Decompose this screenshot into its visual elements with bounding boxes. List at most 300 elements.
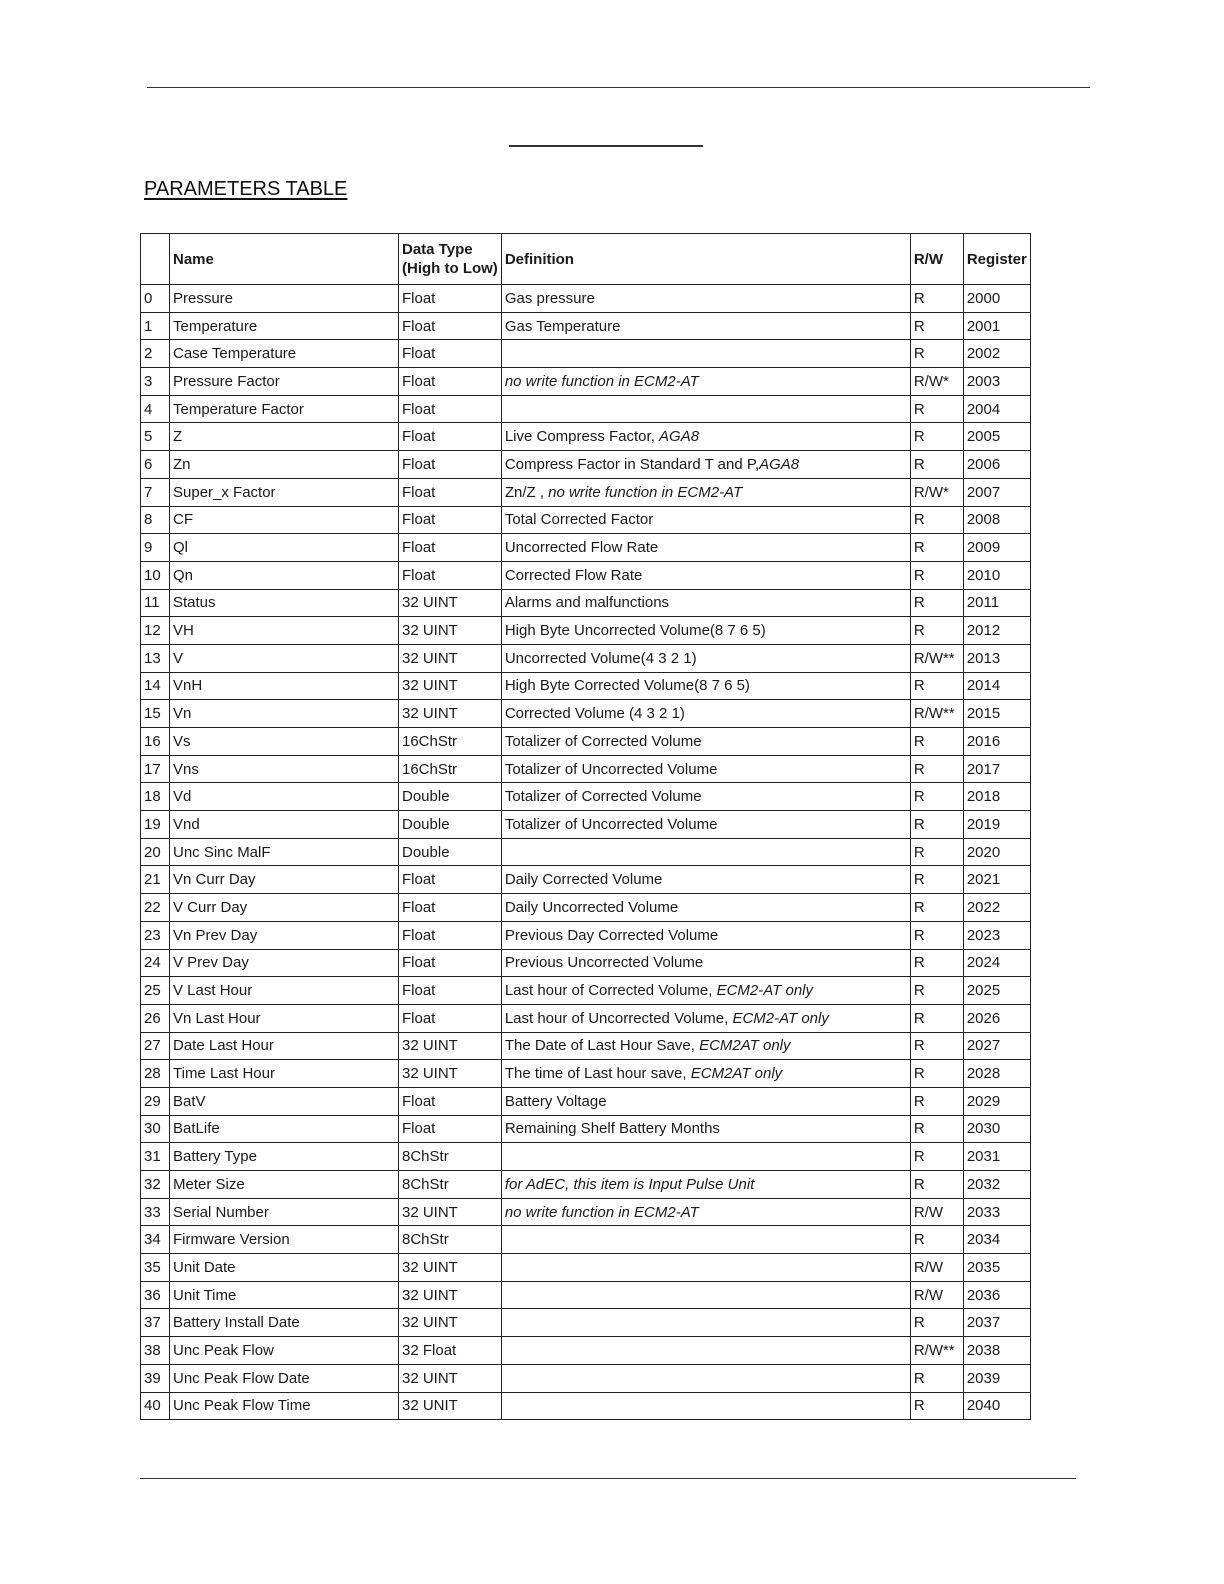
title-rule (509, 145, 703, 147)
cell-index: 15 (141, 700, 170, 728)
section-title: PARAMETERS TABLE (144, 178, 348, 200)
cell-register: 2025 (963, 977, 1030, 1005)
cell-index: 20 (141, 838, 170, 866)
cell-register: 2007 (963, 478, 1030, 506)
table-row (141, 285, 1031, 313)
cell-definition (501, 783, 910, 811)
cell-name: Vn (170, 700, 399, 728)
cell-rw: R (910, 949, 963, 977)
cell-rw: R (910, 1226, 963, 1254)
cell-definition (501, 755, 910, 783)
definition-text: The time of Last hour save, (504, 1065, 691, 1083)
header-definition: Definition (501, 234, 910, 285)
cell-definition (501, 1281, 910, 1309)
cell-definition (501, 866, 910, 894)
cell-register: 2023 (963, 921, 1030, 949)
cell-definition (501, 506, 910, 534)
cell-register: 2033 (963, 1198, 1030, 1226)
cell-data-type: 32 UINT (399, 1032, 502, 1060)
definition-text: Totalizer of Uncorrected Volume (504, 760, 718, 778)
definition-text: Compress Factor in Standard T and P, (504, 455, 760, 473)
cell-name: VH (170, 617, 399, 645)
cell-register: 2021 (963, 866, 1030, 894)
definition-text: The Date of Last Hour Save, (504, 1037, 700, 1055)
cell-index: 11 (141, 589, 170, 617)
cell-name: Vn Prev Day (170, 921, 399, 949)
cell-data-type: 16ChStr (399, 728, 502, 756)
cell-name: Case Temperature (170, 340, 399, 368)
cell-name: Pressure (170, 285, 399, 313)
definition-italic-text: ECM2AT only (690, 1065, 783, 1083)
cell-index: 3 (141, 368, 170, 396)
cell-index: 22 (141, 894, 170, 922)
table-row (141, 1281, 1031, 1309)
cell-data-type: Float (399, 368, 502, 396)
cell-data-type: 32 UINT (399, 617, 502, 645)
cell-rw: R (910, 617, 963, 645)
cell-index: 37 (141, 1309, 170, 1337)
cell-data-type: Float (399, 894, 502, 922)
cell-index: 39 (141, 1364, 170, 1392)
cell-name: Firmware Version (170, 1226, 399, 1254)
cell-index: 28 (141, 1060, 170, 1088)
cell-register: 2032 (963, 1171, 1030, 1199)
cell-name: Meter Size (170, 1171, 399, 1199)
cell-definition (501, 894, 910, 922)
table-row (141, 1087, 1031, 1115)
cell-register: 2006 (963, 451, 1030, 479)
cell-index: 23 (141, 921, 170, 949)
cell-register: 2005 (963, 423, 1030, 451)
definition-text: High Byte Uncorrected Volume(8 7 6 5) (504, 622, 766, 640)
parameters-table (140, 233, 1031, 1420)
table-row (141, 1004, 1031, 1032)
cell-rw: R (910, 285, 963, 313)
definition-text: Remaining Shelf Battery Months (504, 1120, 720, 1138)
cell-definition (501, 423, 910, 451)
definition-italic-text: no write function in ECM2-AT (504, 372, 699, 390)
cell-register: 2030 (963, 1115, 1030, 1143)
cell-name: Temperature Factor (170, 395, 399, 423)
cell-data-type: 32 UINT (399, 1364, 502, 1392)
table-row (141, 1198, 1031, 1226)
cell-name: V Prev Day (170, 949, 399, 977)
definition-italic-text: for AdEC, this item is Input Pulse Unit (504, 1175, 755, 1193)
table-row (141, 1337, 1031, 1365)
cell-rw: R (910, 1309, 963, 1337)
cell-data-type: Float (399, 977, 502, 1005)
table-row (141, 644, 1031, 672)
cell-data-type: Float (399, 1115, 502, 1143)
cell-rw: R (910, 811, 963, 839)
cell-name: Qn (170, 561, 399, 589)
cell-data-type: Float (399, 285, 502, 313)
definition-text: Last hour of Uncorrected Volume, (504, 1009, 733, 1027)
cell-register: 2028 (963, 1060, 1030, 1088)
table-row (141, 811, 1031, 839)
cell-definition (501, 1087, 910, 1115)
definition-text: Alarms and malfunctions (504, 594, 670, 612)
cell-data-type: Float (399, 506, 502, 534)
cell-name: CF (170, 506, 399, 534)
definition-text: Total Corrected Factor (504, 511, 654, 529)
table-row (141, 368, 1031, 396)
cell-rw: R/W** (910, 644, 963, 672)
cell-definition (501, 811, 910, 839)
table-row (141, 451, 1031, 479)
cell-data-type: Float (399, 478, 502, 506)
cell-index: 14 (141, 672, 170, 700)
cell-register: 2003 (963, 368, 1030, 396)
table-row (141, 395, 1031, 423)
definition-text: Previous Uncorrected Volume (504, 954, 704, 972)
cell-data-type: 8ChStr (399, 1143, 502, 1171)
cell-definition (501, 1392, 910, 1420)
header-rule (147, 87, 1090, 88)
table-row (141, 1309, 1031, 1337)
cell-data-type: 32 UINT (399, 644, 502, 672)
cell-definition (501, 1171, 910, 1199)
cell-definition (501, 1143, 910, 1171)
definition-text: Last hour of Corrected Volume, (504, 982, 717, 1000)
cell-definition (501, 838, 910, 866)
cell-index: 5 (141, 423, 170, 451)
cell-register: 2012 (963, 617, 1030, 645)
table-row (141, 617, 1031, 645)
footer-rule (140, 1478, 1076, 1479)
cell-name: Unit Time (170, 1281, 399, 1309)
cell-data-type: 32 UINT (399, 589, 502, 617)
cell-name: Unit Date (170, 1254, 399, 1282)
cell-definition (501, 1337, 910, 1365)
cell-rw: R (910, 1004, 963, 1032)
cell-name: Vns (170, 755, 399, 783)
header-data-type (399, 234, 502, 285)
cell-index: 17 (141, 755, 170, 783)
definition-italic-text: AGA8 (659, 428, 700, 446)
table-row (141, 755, 1031, 783)
cell-register: 2039 (963, 1364, 1030, 1392)
cell-index: 2 (141, 340, 170, 368)
cell-data-type: 32 UNIT (399, 1392, 502, 1420)
definition-text: Daily Uncorrected Volume (504, 898, 679, 916)
cell-definition (501, 700, 910, 728)
definition-text: Live Compress Factor, (504, 428, 660, 446)
cell-rw: R (910, 755, 963, 783)
cell-data-type: Float (399, 534, 502, 562)
cell-data-type: Float (399, 866, 502, 894)
cell-rw: R (910, 1115, 963, 1143)
cell-definition (501, 949, 910, 977)
table-row (141, 478, 1031, 506)
cell-rw: R (910, 561, 963, 589)
table-row (141, 783, 1031, 811)
cell-index: 35 (141, 1254, 170, 1282)
cell-register: 2026 (963, 1004, 1030, 1032)
cell-register: 2001 (963, 312, 1030, 340)
cell-data-type: Float (399, 561, 502, 589)
cell-name: Unc Sinc MalF (170, 838, 399, 866)
cell-rw: R/W (910, 1281, 963, 1309)
cell-definition (501, 285, 910, 313)
cell-rw: R (910, 672, 963, 700)
cell-register: 2014 (963, 672, 1030, 700)
cell-name: Zn (170, 451, 399, 479)
cell-rw: R (910, 1364, 963, 1392)
cell-name: Vn Curr Day (170, 866, 399, 894)
cell-register: 2015 (963, 700, 1030, 728)
cell-name: Status (170, 589, 399, 617)
cell-register: 2018 (963, 783, 1030, 811)
table-row (141, 949, 1031, 977)
cell-name: Pressure Factor (170, 368, 399, 396)
definition-text: Uncorrected Flow Rate (504, 539, 659, 557)
cell-definition (501, 1226, 910, 1254)
cell-index: 38 (141, 1337, 170, 1365)
table-row (141, 506, 1031, 534)
definition-italic-text: ECM2-AT only (716, 982, 814, 1000)
table-row (141, 589, 1031, 617)
cell-definition (501, 1115, 910, 1143)
cell-data-type: Float (399, 451, 502, 479)
definition-text: Previous Day Corrected Volume (504, 926, 719, 944)
cell-rw: R (910, 783, 963, 811)
cell-definition (501, 561, 910, 589)
cell-definition (501, 977, 910, 1005)
cell-data-type: Float (399, 1004, 502, 1032)
cell-name: BatV (170, 1087, 399, 1115)
table-row (141, 838, 1031, 866)
table-row (141, 700, 1031, 728)
cell-index: 18 (141, 783, 170, 811)
cell-rw: R (910, 395, 963, 423)
header-register: Register (963, 234, 1030, 285)
definition-text: Corrected Flow Rate (504, 566, 643, 584)
cell-index: 9 (141, 534, 170, 562)
table-row (141, 1364, 1031, 1392)
cell-index: 8 (141, 506, 170, 534)
definition-italic-text: no write function in ECM2-AT (504, 1203, 699, 1221)
cell-index: 29 (141, 1087, 170, 1115)
cell-register: 2011 (963, 589, 1030, 617)
cell-definition (501, 1309, 910, 1337)
cell-data-type: 16ChStr (399, 755, 502, 783)
cell-register: 2008 (963, 506, 1030, 534)
cell-index: 7 (141, 478, 170, 506)
definition-italic-text: ECM2AT only (699, 1037, 791, 1055)
cell-rw: R (910, 894, 963, 922)
cell-rw: R (910, 1087, 963, 1115)
cell-data-type: 32 UINT (399, 1281, 502, 1309)
cell-definition (501, 921, 910, 949)
cell-name: Unc Peak Flow (170, 1337, 399, 1365)
cell-index: 12 (141, 617, 170, 645)
cell-rw: R (910, 451, 963, 479)
cell-name: Serial Number (170, 1198, 399, 1226)
table-row (141, 1226, 1031, 1254)
cell-rw: R (910, 534, 963, 562)
cell-data-type: Double (399, 838, 502, 866)
cell-rw: R (910, 589, 963, 617)
cell-index: 0 (141, 285, 170, 313)
cell-rw: R (910, 1392, 963, 1420)
header-name: Name (170, 234, 399, 285)
cell-name: Vn Last Hour (170, 1004, 399, 1032)
table-row (141, 561, 1031, 589)
cell-definition (501, 340, 910, 368)
cell-rw: R (910, 506, 963, 534)
cell-register: 2000 (963, 285, 1030, 313)
cell-definition (501, 589, 910, 617)
cell-data-type: 32 UINT (399, 672, 502, 700)
cell-name: V (170, 644, 399, 672)
definition-text: High Byte Corrected Volume(8 7 6 5) (504, 677, 750, 695)
cell-definition (501, 451, 910, 479)
table-row (141, 1060, 1031, 1088)
cell-data-type: Float (399, 395, 502, 423)
table-row (141, 921, 1031, 949)
definition-text: Daily Corrected Volume (504, 871, 663, 889)
table-row (141, 1032, 1031, 1060)
table-row (141, 894, 1031, 922)
cell-rw: R (910, 977, 963, 1005)
table-row (141, 977, 1031, 1005)
cell-definition (501, 1060, 910, 1088)
cell-rw: R/W (910, 1198, 963, 1226)
cell-index: 32 (141, 1171, 170, 1199)
definition-text: Battery Voltage (504, 1092, 607, 1110)
cell-register: 2019 (963, 811, 1030, 839)
table-row (141, 1392, 1031, 1420)
cell-name: Date Last Hour (170, 1032, 399, 1060)
table-header-row (141, 234, 1031, 285)
cell-index: 24 (141, 949, 170, 977)
cell-name: Ql (170, 534, 399, 562)
table-row (141, 312, 1031, 340)
cell-name: Time Last Hour (170, 1060, 399, 1088)
cell-data-type: Float (399, 949, 502, 977)
cell-register: 2036 (963, 1281, 1030, 1309)
cell-data-type: 32 UINT (399, 1198, 502, 1226)
cell-data-type: 32 UINT (399, 1309, 502, 1337)
cell-data-type: 32 UINT (399, 700, 502, 728)
cell-data-type: 8ChStr (399, 1226, 502, 1254)
definition-italic-text: no write function in ECM2-AT (548, 483, 743, 501)
cell-rw: R (910, 728, 963, 756)
cell-data-type: 32 UINT (399, 1254, 502, 1282)
cell-index: 21 (141, 866, 170, 894)
cell-rw: R (910, 1143, 963, 1171)
table-row (141, 1171, 1031, 1199)
cell-register: 2040 (963, 1392, 1030, 1420)
cell-data-type: Double (399, 783, 502, 811)
cell-data-type: Float (399, 423, 502, 451)
cell-definition (501, 312, 910, 340)
cell-definition (501, 617, 910, 645)
cell-index: 31 (141, 1143, 170, 1171)
cell-name: Z (170, 423, 399, 451)
cell-definition (501, 1254, 910, 1282)
cell-index: 30 (141, 1115, 170, 1143)
table-row (141, 1254, 1031, 1282)
cell-data-type: Double (399, 811, 502, 839)
cell-data-type: Float (399, 1087, 502, 1115)
cell-register: 2027 (963, 1032, 1030, 1060)
cell-index: 19 (141, 811, 170, 839)
cell-index: 34 (141, 1226, 170, 1254)
cell-definition (501, 672, 910, 700)
cell-register: 2017 (963, 755, 1030, 783)
definition-italic-text: AGA8 (759, 455, 800, 473)
cell-rw: R/W* (910, 368, 963, 396)
cell-name: Unc Peak Flow Date (170, 1364, 399, 1392)
header-data-type-line1: Data Type (402, 241, 473, 258)
definition-italic-text: ECM2-AT only (732, 1009, 829, 1027)
cell-definition (501, 478, 910, 506)
definition-text: Zn/Z , (504, 483, 549, 501)
cell-index: 4 (141, 395, 170, 423)
cell-index: 10 (141, 561, 170, 589)
cell-rw: R/W** (910, 1337, 963, 1365)
cell-register: 2009 (963, 534, 1030, 562)
cell-rw: R (910, 423, 963, 451)
cell-rw: R/W* (910, 478, 963, 506)
cell-register: 2029 (963, 1087, 1030, 1115)
cell-data-type: Float (399, 921, 502, 949)
table-row (141, 1115, 1031, 1143)
cell-definition (501, 1032, 910, 1060)
definition-text: Gas Temperature (504, 317, 621, 335)
cell-register: 2022 (963, 894, 1030, 922)
cell-name: Battery Type (170, 1143, 399, 1171)
cell-data-type: Float (399, 312, 502, 340)
cell-definition (501, 395, 910, 423)
cell-rw: R/W (910, 1254, 963, 1282)
table-row (141, 534, 1031, 562)
cell-register: 2031 (963, 1143, 1030, 1171)
cell-register: 2034 (963, 1226, 1030, 1254)
cell-index: 27 (141, 1032, 170, 1060)
cell-name: Vs (170, 728, 399, 756)
cell-index: 1 (141, 312, 170, 340)
cell-definition (501, 728, 910, 756)
cell-rw: R/W** (910, 700, 963, 728)
cell-rw: R (910, 1032, 963, 1060)
cell-rw: R (910, 340, 963, 368)
cell-register: 2037 (963, 1309, 1030, 1337)
cell-name: Vd (170, 783, 399, 811)
cell-data-type: 32 UINT (399, 1060, 502, 1088)
cell-definition (501, 644, 910, 672)
cell-index: 26 (141, 1004, 170, 1032)
header-index (141, 234, 170, 285)
table-row (141, 672, 1031, 700)
cell-rw: R (910, 921, 963, 949)
definition-text: Totalizer of Corrected Volume (504, 732, 702, 750)
cell-rw: R (910, 838, 963, 866)
cell-index: 33 (141, 1198, 170, 1226)
cell-name: Battery Install Date (170, 1309, 399, 1337)
cell-register: 2038 (963, 1337, 1030, 1365)
cell-name: Temperature (170, 312, 399, 340)
cell-register: 2035 (963, 1254, 1030, 1282)
cell-name: BatLife (170, 1115, 399, 1143)
cell-name: VnH (170, 672, 399, 700)
cell-register: 2020 (963, 838, 1030, 866)
definition-text: Corrected Volume (4 3 2 1) (504, 705, 685, 723)
definition-text: Totalizer of Corrected Volume (504, 788, 702, 806)
definition-text: Uncorrected Volume(4 3 2 1) (504, 649, 697, 667)
